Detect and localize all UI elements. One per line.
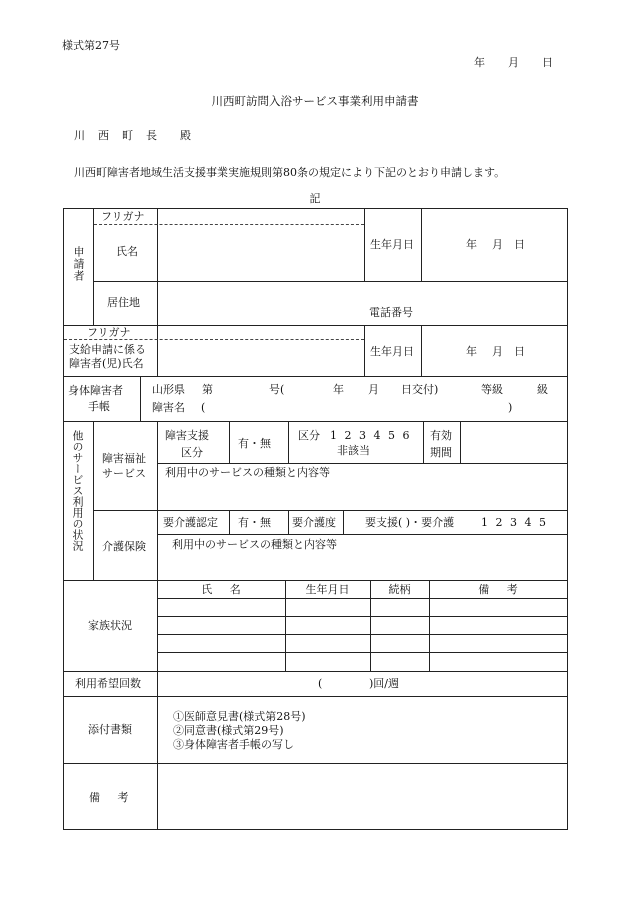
ki-label: 記 [309,192,321,205]
applicant-birthdate-label: 生年月日 [370,238,414,251]
care-yes-no: 有・無 [238,516,271,529]
welfare-label-line1: 障害福祉 [102,452,146,465]
beneficiary-label-line1: 支給申請に係る [69,343,146,356]
handbook-issue-month: 月 [368,383,379,396]
handbook-number-prefix: 第 [202,383,213,396]
honorific: 殿 [180,129,191,142]
frequency-open: ( [318,677,323,690]
welfare-category-label: 区分 [298,429,320,442]
handbook-label-line1: 身体障害者 [68,384,123,397]
family-header-remarks: 備 考 [478,583,518,596]
welfare-support-line2: 区分 [181,446,203,459]
beneficiary-birthdate-label: 生年月日 [370,345,414,358]
family-header-relation: 続柄 [388,583,411,596]
applicant-name-label: 氏名 [116,245,138,258]
handbook-number-suffix: 号( [269,383,285,396]
applicant-address-label: 居住地 [107,296,140,309]
document-title: 川西町訪問入浴サービス事業利用申請書 [211,94,419,108]
handbook-issue-year: 年 [333,383,344,396]
handbook-disability-label: 障害名 [152,401,185,414]
frequency-unit: )回/週 [369,677,399,690]
attachment-item: ①医師意見書(様式第28号) [173,710,306,723]
applicant-section-label: 申請者 [72,246,85,282]
care-levels: 1 2 3 4 5 [481,516,548,529]
remarks-label: 備 考 [89,791,129,804]
handbook-grade-label: 等級 [481,383,503,396]
handbook-issue-day: 日交付) [401,383,439,396]
date-day: 日 [542,56,553,69]
attachment-item: ②同意書(様式第29号) [173,724,284,737]
handbook-open-paren: ( [201,401,206,414]
care-in-use: 利用中のサービスの種類と内容等 [172,538,337,551]
welfare-valid-line1: 有効 [430,429,452,442]
family-header-birthdate: 生年月日 [305,583,350,596]
handbook-prefecture: 山形県 [152,383,185,396]
welfare-support-line1: 障害支援 [165,429,209,442]
other-services-section-label: 他のサービス利用の状況 [71,430,84,551]
beneficiary-furigana-label: フリガナ [87,326,131,339]
beneficiary-label-line2: 障害者(児)氏名 [69,357,144,370]
date-year: 年 [474,56,485,69]
attachments-label: 添付書類 [88,723,132,736]
care-level-label: 要介護度 [292,516,336,529]
date-month: 月 [508,56,519,69]
handbook-close-paren: ) [508,401,513,414]
frequency-label: 利用希望回数 [75,677,141,690]
welfare-in-use: 利用中のサービスの種類と内容等 [165,466,330,479]
applicant-furigana-label: フリガナ [101,210,145,223]
welfare-yes-no: 有・無 [238,437,271,450]
intro-text: 川西町障害者地域生活支援事業実施規則第80条の規定により下記のとおり申請します。 [74,166,506,179]
welfare-category-values: 1 2 3 4 5 6 [330,429,412,442]
attachment-item: ③身体障害者手帳の写し [173,738,294,751]
care-support-text: 要支援( )・要介護 [365,516,455,529]
welfare-label-line2: サービス [102,467,146,480]
welfare-not-applicable: 非該当 [337,444,370,457]
handbook-label-line2: 手帳 [88,400,110,413]
family-label: 家族状況 [88,619,132,632]
applicant-phone-label: 電話番号 [369,306,413,319]
family-header-name: 氏 名 [201,583,241,596]
form-number: 様式第27号 [62,39,120,52]
handbook-grade-unit: 級 [537,383,548,396]
care-label: 介護保険 [102,540,146,553]
care-certification: 要介護認定 [163,516,218,529]
welfare-valid-line2: 期間 [430,446,452,459]
